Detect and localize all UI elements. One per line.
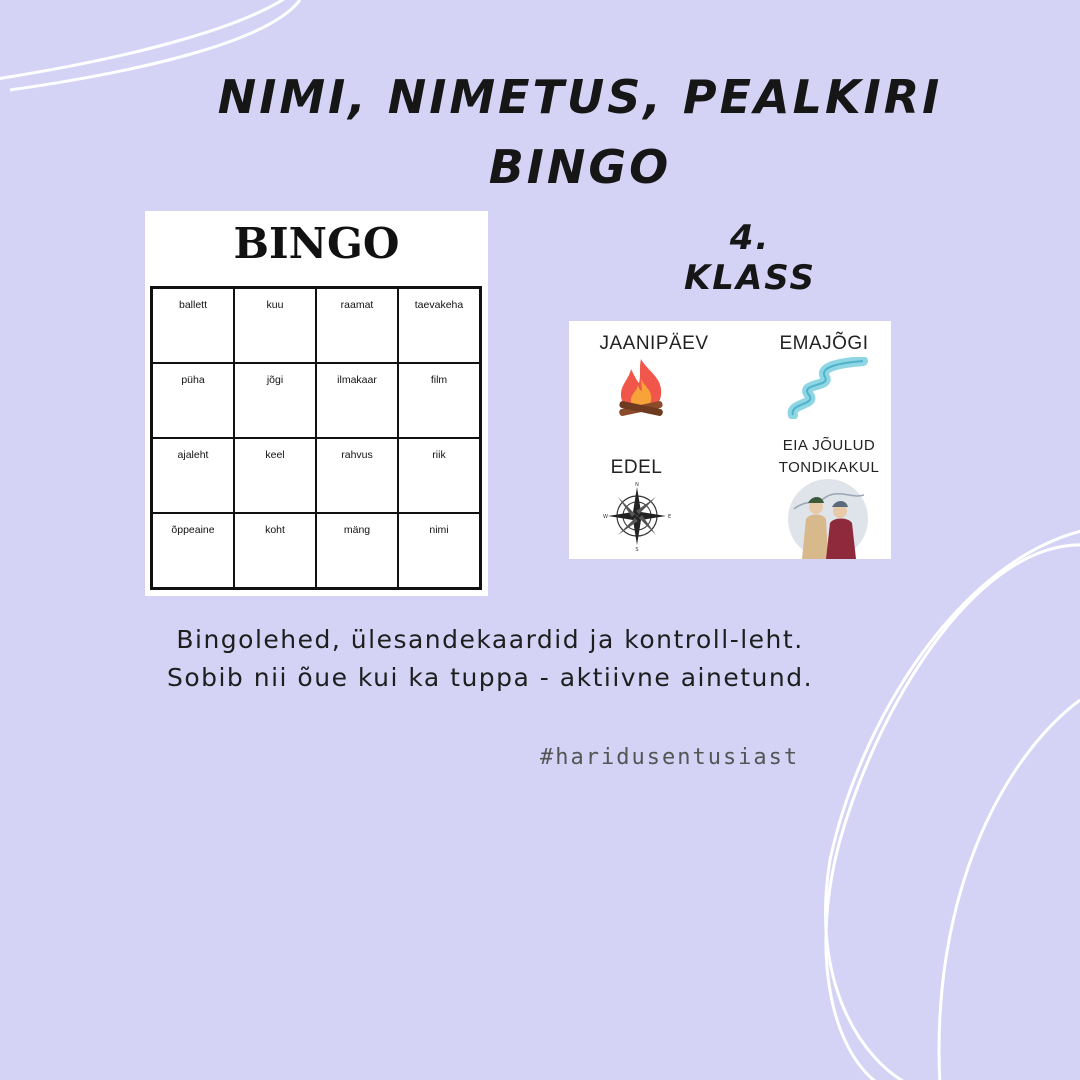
bingo-cell: ajaleht (152, 438, 234, 513)
bingo-cell: kuu (234, 288, 316, 363)
card-label-emajogi: EMAJÕGI (779, 333, 869, 354)
card-label-eia-line2: TONDIKAKUL (778, 459, 880, 476)
bingo-grid (150, 286, 482, 590)
compass-letter-w: W (603, 514, 608, 520)
bingo-cell: film (398, 363, 480, 438)
page-title-line1: NIMI, NIMETUS, PEALKIRI (217, 70, 943, 124)
bingo-cell: riik (398, 438, 480, 513)
task-cards-preview (569, 321, 891, 559)
bingo-cell: püha (152, 363, 234, 438)
card-label-eia-line1: EIA JÕULUD (782, 437, 876, 454)
card-label-edel: EDEL (610, 457, 663, 478)
bingo-cell: koht (234, 513, 316, 588)
bingo-cell: rahvus (316, 438, 398, 513)
bingo-cell: mäng (316, 513, 398, 588)
description-line1: Bingolehed, ülesandekaardid ja kontroll-leht. (176, 625, 804, 654)
bingo-card-heading: BINGO (233, 219, 400, 268)
bingo-cell: taevakeha (398, 288, 480, 363)
card-label-jaanipaev: JAANIPÄEV (599, 333, 709, 354)
compass-letter-s: S (635, 547, 639, 551)
compass-rose-icon (602, 481, 672, 551)
hashtag-label: #haridusentusiast (540, 745, 800, 770)
bingo-cell: õppeaine (152, 513, 234, 588)
bingo-cell: keel (234, 438, 316, 513)
book-illustration-icon (786, 479, 870, 559)
bingo-cell: raamat (316, 288, 398, 363)
page-title-line2: BINGO (488, 140, 672, 194)
grade-label: 4. KLASS (683, 218, 817, 298)
bingo-cell: nimi (398, 513, 480, 588)
description-line2: Sobib nii õue kui ka tuppa - aktiivne ainetund. (166, 663, 814, 692)
bingo-cell: ilmakaar (316, 363, 398, 438)
compass-letter-n: N (635, 482, 639, 488)
campfire-icon (611, 355, 671, 419)
bingo-cell: ballett (152, 288, 234, 363)
bingo-cell: jõgi (234, 363, 316, 438)
river-icon (779, 357, 869, 419)
compass-letter-e: E (668, 514, 672, 520)
bingo-card-preview (145, 211, 488, 596)
